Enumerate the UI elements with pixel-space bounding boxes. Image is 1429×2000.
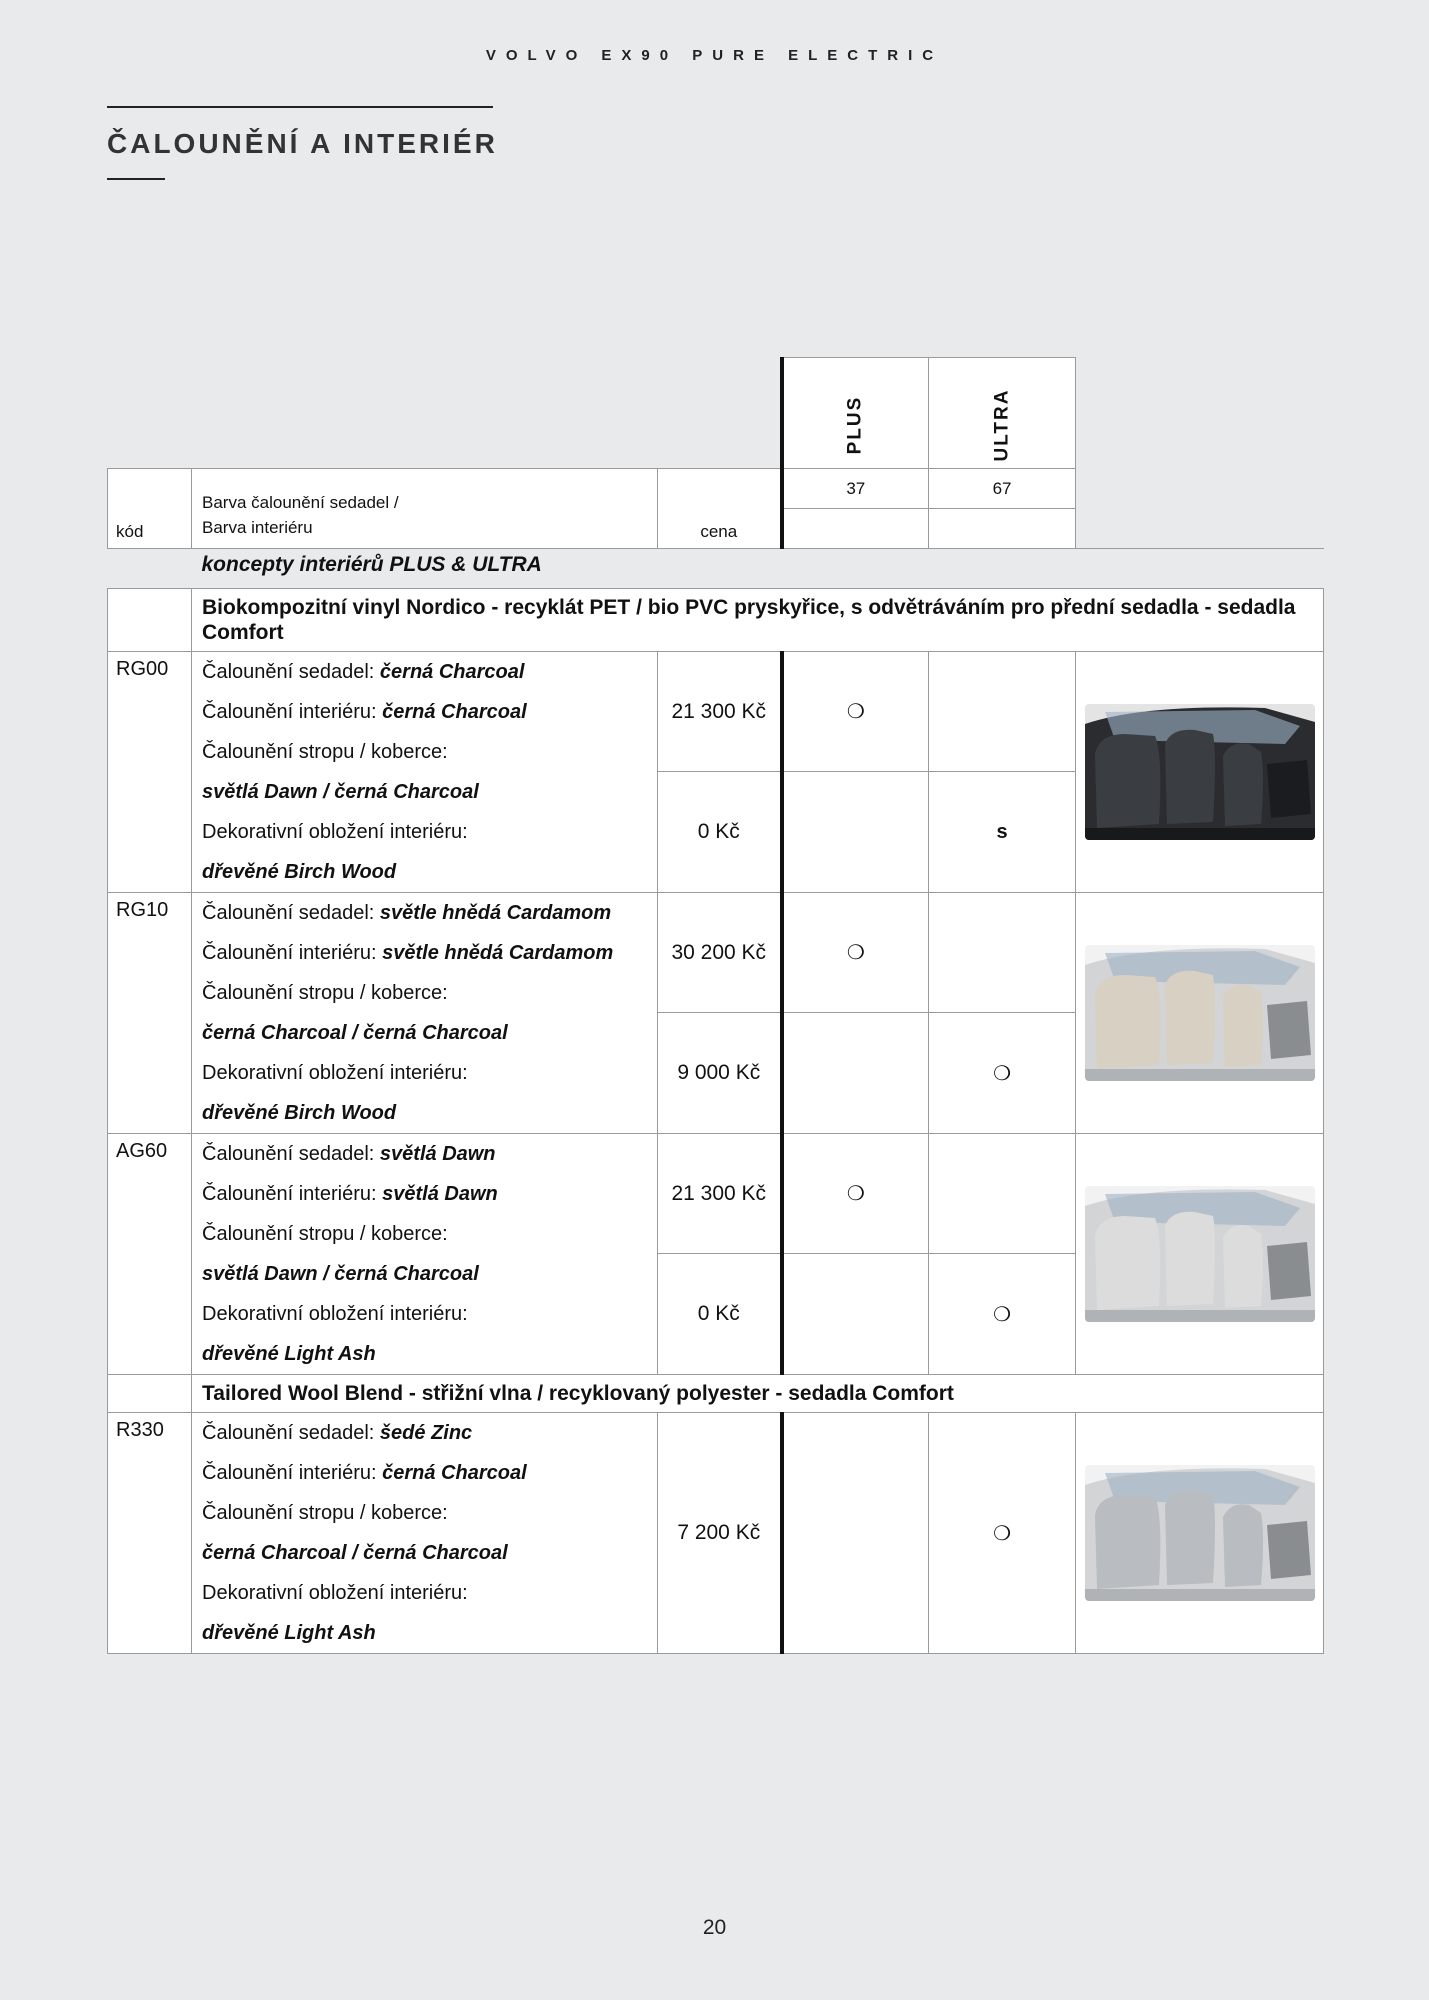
line-label: Čalounění sedadel: [202,661,380,683]
price-cell [658,1013,782,1134]
plus-availability [782,1134,929,1254]
interior-photo [1085,945,1315,1081]
desc-header-label: Barva čalounění sedadel / Barva interiéru [202,493,399,537]
concept-label: koncepty interiérů PLUS & ULTRA [192,549,1324,589]
line-label: Dekorativní obložení interiéru: [202,1303,468,1325]
desc-col-header [192,469,658,549]
concept-spacer [108,549,192,589]
header-number-row [108,469,1324,509]
line-value: dřevěné Birch Wood [202,861,397,883]
line-value: světlá Dawn / černá Charcoal [202,1263,479,1285]
upholstery-table [107,357,1324,1654]
title-rule [107,106,493,108]
line-label: Čalounění interiéru: [202,942,383,964]
ultra-availability [929,1254,1076,1375]
header-row [108,358,1324,469]
description-line [202,1413,647,1453]
description-line [202,1134,647,1174]
plus-availability [782,1013,929,1134]
description-line [202,772,647,812]
plus-availability [782,1254,929,1375]
title-underline [107,178,165,180]
upholstery-table-wrap [107,357,1323,1654]
description-line [202,1053,647,1093]
plus-mark: ❍ [846,942,865,964]
line-value: černá Charcoal [382,1462,527,1484]
ultra-number-label: 67 [992,478,1012,498]
description-line [202,1493,647,1533]
price-cell [658,1134,782,1254]
ultra-label: ULTRA [991,388,1013,462]
code-text: AG60 [116,1140,168,1162]
description-line [202,1294,647,1334]
ultra-availability [929,1013,1076,1134]
material-code-blank [108,589,192,652]
plus-mark: ❍ [846,1183,865,1205]
code-text: RG10 [116,899,169,921]
price-cell [658,1413,782,1654]
plus-availability [782,1413,929,1654]
interior-photo-cell [1076,893,1324,1134]
code-header-label: kód [116,522,144,541]
line-label: Čalounění stropu / koberce: [202,982,448,1004]
price-value: 7 200 Kč [677,1521,761,1544]
interior-photo [1085,704,1315,840]
description-line [202,1573,647,1613]
line-value: světle hnědá Cardamom [382,942,614,964]
page-number: 20 [702,1916,727,1939]
line-value: šedé Zinc [379,1422,473,1444]
header-empty [1076,509,1324,549]
line-value: dřevěné Birch Wood [202,1102,397,1124]
ultra-mark: ❍ [993,1062,1011,1085]
description-line [202,1214,647,1254]
price-col-header [658,469,782,549]
line-label: Čalounění stropu / koberce: [202,741,448,763]
price-cell [658,1254,782,1375]
page-title: ČALOUNĚNÍ A INTERIÉR [107,128,498,159]
price-cell [658,652,782,772]
interior-image [1085,1186,1315,1322]
description-line [202,1093,647,1133]
interior-photo-cell [1076,1134,1324,1375]
ultra-availability [929,772,1076,893]
table-row [108,1134,1324,1174]
description-line [202,732,647,772]
plus-availability [782,772,929,893]
price-value: 30 200 Kč [671,940,767,964]
price-value: 9 000 Kč [677,1061,761,1084]
description-line [202,692,647,732]
plus-number [782,469,929,509]
description-line [202,933,647,973]
price-value: 21 300 Kč [671,699,767,723]
description-line [202,852,647,892]
description-line [202,812,647,852]
description-line [202,652,647,692]
ultra-availability [929,1413,1076,1654]
price-value: 21 300 Kč [671,1181,767,1205]
line-label: Čalounění interiéru: [202,1462,383,1484]
plus-label: PLUS [844,395,866,455]
upholstery-code [108,1134,192,1375]
code-text: R330 [116,1419,164,1441]
header-empty [1076,469,1324,509]
description-line [202,893,647,933]
upholstery-description [192,1134,658,1375]
code-text: RG00 [116,658,169,680]
upholstery-code [108,893,192,1134]
plus-availability [782,652,929,772]
material-row [108,1375,1324,1413]
upholstery-code [108,652,192,893]
material-code-blank [108,1375,192,1413]
line-label: Dekorativní obložení interiéru: [202,821,468,843]
price-header-label: cena [700,522,738,541]
ultra-blank [929,509,1076,549]
description-line [202,1254,647,1294]
ultra-availability [929,1134,1076,1254]
line-label: Dekorativní obložení interiéru: [202,1062,468,1084]
line-value: světlá Dawn [382,1183,498,1205]
ultra-mark: ❍ [993,1522,1011,1545]
price-cell [658,893,782,1013]
table-row [108,893,1324,933]
ultra-availability [929,652,1076,772]
description-line [202,1453,647,1493]
line-value: černá Charcoal [379,661,525,683]
price-cell [658,772,782,893]
description-line [202,1013,647,1053]
line-label: Čalounění interiéru: [202,701,383,723]
description-line [202,1613,647,1653]
header-spacer [108,358,782,469]
material-name: Biokompozitní vinyl Nordico - recyklát PET / bio PVC pryskyřice, s odvětráváním pro přední sedadla - sedadla Comfort [192,589,1324,652]
line-label: Čalounění stropu / koberce: [202,1223,448,1245]
line-label: Čalounění sedadel: [202,1422,380,1444]
code-col-header [108,469,192,549]
line-value: dřevěné Light Ash [202,1622,376,1644]
line-value: černá Charcoal / černá Charcoal [202,1542,508,1564]
table-row [108,1413,1324,1453]
interior-image [1085,704,1315,840]
plus-mark: ❍ [846,701,865,723]
line-value: světle hnědá Cardamom [379,902,612,924]
header-empty [1076,358,1324,469]
line-label: Čalounění stropu / koberce: [202,1502,448,1524]
interior-photo-cell [1076,1413,1324,1654]
description-line [202,1533,647,1573]
upholstery-code [108,1413,192,1654]
interior-photo-cell [1076,652,1324,893]
table-row [108,652,1324,692]
upholstery-description [192,893,658,1134]
material-row [108,589,1324,652]
description-line [202,973,647,1013]
plus-blank [782,509,929,549]
ultra-availability [929,893,1076,1013]
brand-header: VOLVO EX90 PURE ELECTRIC [485,47,944,64]
line-value: světlá Dawn [379,1143,496,1165]
price-value: 0 Kč [697,1302,740,1325]
interior-image [1085,1465,1315,1601]
line-label: Čalounění interiéru: [202,1183,383,1205]
description-line [202,1334,647,1374]
upholstery-description [192,652,658,893]
price-value: 0 Kč [697,820,740,843]
ultra-mark: ❍ [993,1303,1011,1326]
material-name: Tailored Wool Blend - střižní vlna / recyklovaný polyester - sedadla Comfort [192,1375,1324,1413]
interior-image [1085,945,1315,1081]
ultra-number [929,469,1076,509]
ultra-mark: s [996,820,1008,843]
upholstery-description [192,1413,658,1654]
line-value: světlá Dawn / černá Charcoal [202,781,479,803]
line-label: Dekorativní obložení interiéru: [202,1582,468,1604]
description-line [202,1174,647,1214]
line-value: dřevěné Light Ash [202,1343,376,1365]
line-value: černá Charcoal [382,701,527,723]
line-label: Čalounění sedadel: [202,1143,380,1165]
plus-header [782,358,929,469]
plus-availability [782,893,929,1013]
interior-photo [1085,1186,1315,1322]
plus-number-label: 37 [846,478,866,498]
interior-photo [1085,1465,1315,1601]
ultra-header [929,358,1076,469]
concept-row [108,549,1324,589]
line-value: černá Charcoal / černá Charcoal [202,1022,508,1044]
line-label: Čalounění sedadel: [202,902,380,924]
